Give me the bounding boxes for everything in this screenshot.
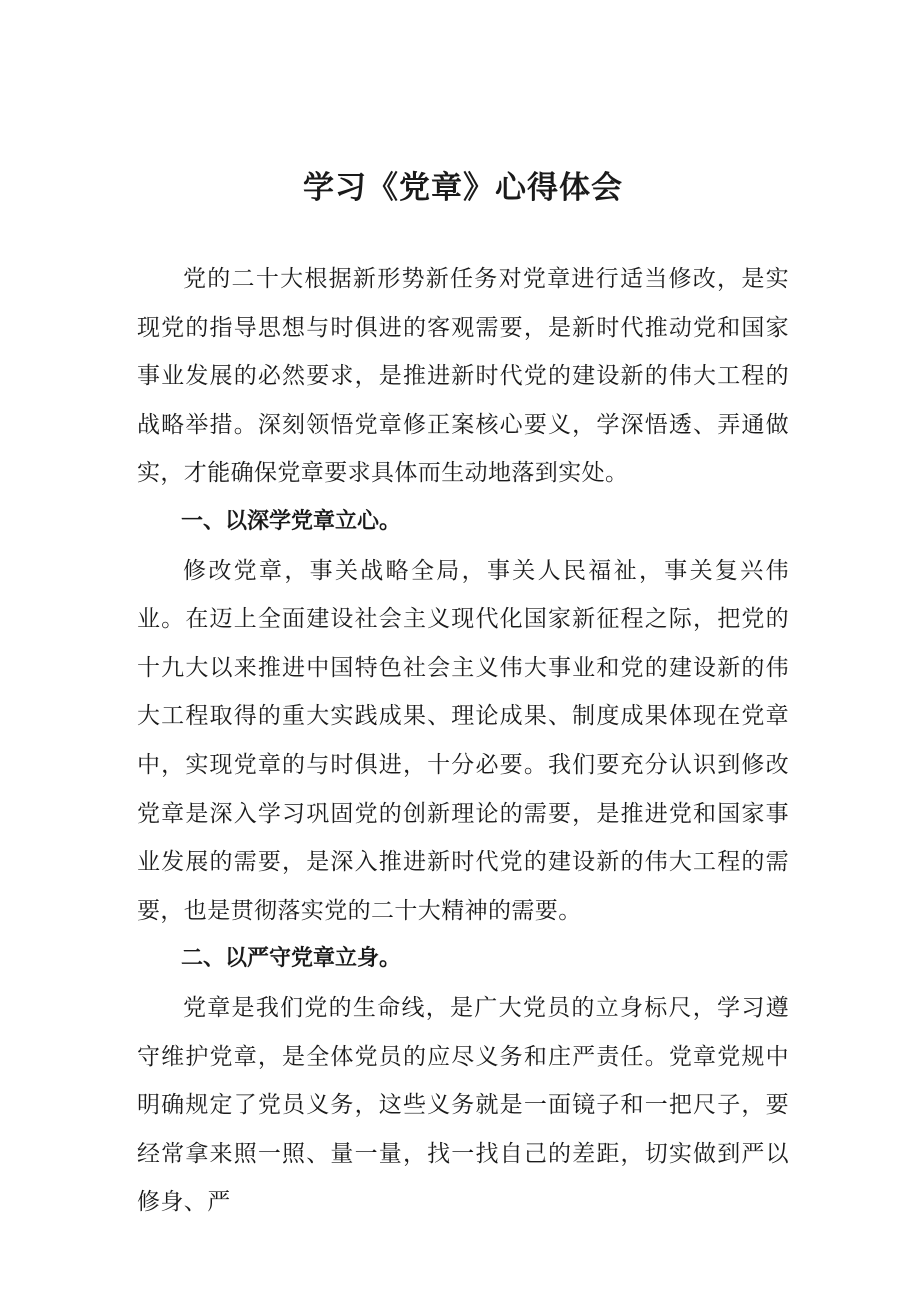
document-body [137, 255, 789, 1227]
section-heading-2: 二、以严守党章立身。 [181, 946, 402, 972]
document-title: 学习《党章》心得体会 [303, 170, 623, 206]
paragraph-section-2: 党章是我们党的生命线，是广大党员的立身标尺，学习遵守维护党章，是全体党员的应尽义务和庄严责任。党章党规中明确规定了党员义务，这些义务就是一面镜子和一把尺子，要经常拿来照一照、量一量，找一找自己的差距，切实做到严以修身、严 [137, 994, 789, 1216]
section-heading-1: 一、以深学党章立心。 [181, 508, 402, 534]
paragraph-intro: 党的二十大根据新形势新任务对党章进行适当修改，是实现党的指导思想与时俱进的客观需要，是新时代推动党和国家事业发展的必然要求，是推进新时代党的建设新的伟大工程的战略举措。深刻领悟党章修正案核心要义，学深悟透、弄通做实，才能确保党章要求具体而生动地落到实处。 [137, 266, 789, 487]
paragraph-section-1: 修改党章，事关战略全局，事关人民福祉，事关复兴伟业。在迈上全面建设社会主义现代化国家新征程之际，把党的十九大以来推进中国特色社会主义伟大事业和党的建设新的伟大工程取得的重大实践成果、理论成果、制度成果体现在党章中，实现党章的与时俱进，十分必要。我们要充分认识到修改党章是深入学习巩固党的创新理论的需要，是推进党和国家事业发展的需要，是深入推进新时代党的建设新的伟大工程的需要，也是贯彻落实党的二十大精神的需要。 [137, 557, 789, 924]
